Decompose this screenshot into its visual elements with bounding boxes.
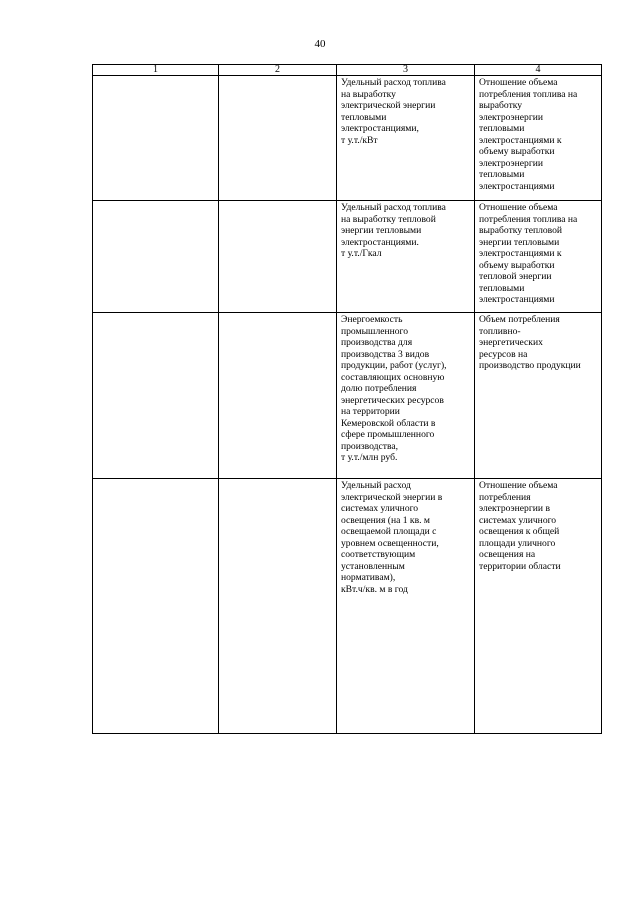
column-header-3: 3 [337, 65, 475, 76]
table-cell-col1 [93, 76, 219, 201]
column-header-1: 1 [93, 65, 219, 76]
table-cell-col2 [219, 479, 337, 734]
table-row [93, 76, 602, 201]
indicator-name-cell: Удельный расход топлива на выработку тепловой энергии тепловыми электростанциями. т у.т./Гкал [337, 201, 475, 313]
table-cell-col1 [93, 201, 219, 313]
indicator-name-cell: Удельный расход электрической энергии в системах уличного освещения (на 1 кв. м освещаемой площади с уровнем освещенности, соответствующим установленным нормативам), кВт.ч/кв. м в год [337, 479, 475, 734]
table-row [93, 313, 602, 479]
table-cell-col2 [219, 313, 337, 479]
table-cell-col2 [219, 201, 337, 313]
column-header-4: 4 [475, 65, 602, 76]
table-cell-col2 [219, 76, 337, 201]
table-row [93, 479, 602, 734]
table-cell-col1 [93, 479, 219, 734]
table-row [93, 201, 602, 313]
indicator-method-cell: Объем потребления топливно- энергетических ресурсов на производство продукции [475, 313, 602, 479]
indicator-method-cell: Отношение объема потребления топлива на выработку тепловой энергии тепловыми электростанциями к объему выработки тепловой энергии тепловыми электростанциями [475, 201, 602, 313]
table-header-row [93, 65, 602, 76]
column-header-2: 2 [219, 65, 337, 76]
indicators-table [92, 64, 602, 734]
indicator-method-cell: Отношение объема потребления топлива на выработку электроэнергии тепловыми электростанциями к объему выработки электроэнергии тепловыми электростанциями [475, 76, 602, 201]
indicator-name-cell: Удельный расход топлива на выработку электрической энергии тепловыми электростанциями, т у.т./кВт [337, 76, 475, 201]
page-number: 40 [314, 38, 326, 50]
table-cell-col1 [93, 313, 219, 479]
indicator-method-cell: Отношение объема потребления электроэнергии в системах уличного освещения к общей площади уличного освещения на территории области [475, 479, 602, 734]
indicator-name-cell: Энергоемкость промышленного производства для производства 3 видов продукции, работ (услуг), составляющих основную долю потребления энергетических ресурсов на территории Кемеровской области в сфере промышленного производства, т у.т./млн руб. [337, 313, 475, 479]
